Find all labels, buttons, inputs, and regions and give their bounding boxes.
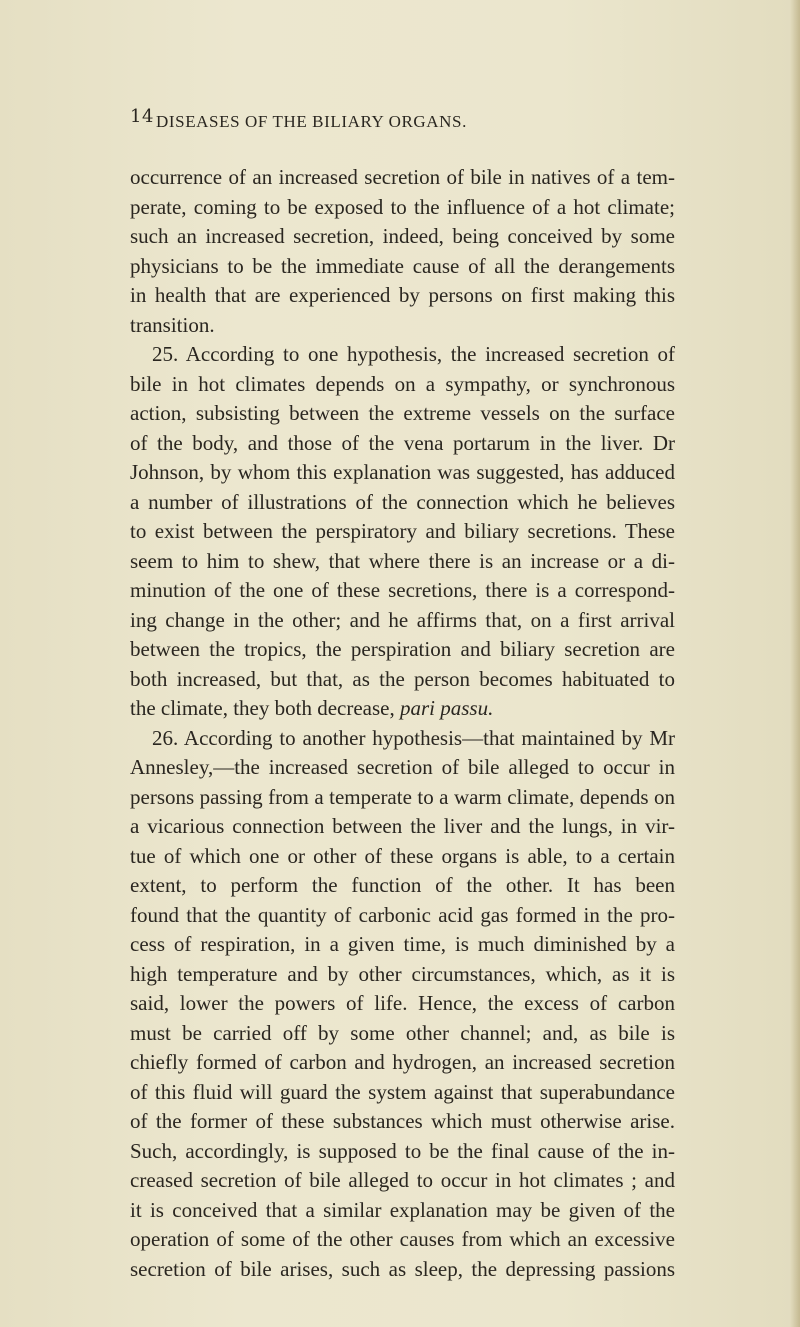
body-text [130, 163, 675, 1284]
text-line: both increased, but that, as the person becomes habituated to [130, 666, 675, 691]
text-line: it is conceived that a similar explanation may be given of the [130, 1197, 675, 1222]
text-line: of the body, and those of the vena portarum in the liver. Dr [130, 430, 675, 455]
text-line: physicians to be the immediate cause of all the derangements [130, 253, 675, 278]
text-line: of this fluid will guard the system against that superabundance [130, 1079, 675, 1104]
text-line: persons passing from a temperate to a warm climate, depends on [130, 784, 675, 809]
page-edge-shadow [790, 0, 800, 1327]
text-fragment: the climate, they both decrease, [130, 696, 400, 720]
text-line [130, 694, 675, 724]
text-line: perate, coming to be exposed to the influence of a hot climate; [130, 194, 675, 219]
latin-phrase: pari passu. [399, 696, 494, 720]
running-head-title: DISEASES OF THE BILIARY ORGANS. [156, 112, 467, 131]
text-line: such an increased secretion, indeed, being conceived by some [130, 224, 675, 248]
text-line: of the former of these substances which must otherwise arise. [130, 1109, 675, 1133]
text-line: cess of respiration, in a given time, is much diminished by a [130, 932, 675, 956]
paragraph-start-line: 26. According to another hypothesis—that maintained by Mr [152, 725, 675, 750]
text-line: found that the quantity of carbonic acid gas formed in the pro- [130, 902, 675, 927]
text-line: extent, to perform the function of the other. It has been [130, 873, 675, 897]
text-line: a vicarious connection between the liver and the lungs, in vir- [130, 814, 675, 838]
text-line: creased secretion of bile alleged to occur in hot climates ; and [130, 1168, 675, 1192]
text-line: minution of the one of these secretions, there is a correspond- [130, 578, 675, 602]
text-line: bile in hot climates depends on a sympathy, or synchronous [130, 371, 675, 396]
text-line: tue of which one or other of these organs is able, to a certain [130, 843, 675, 868]
text-line: must be carried off by some other channel; and, as bile is [130, 1020, 675, 1045]
text-line: ing change in the other; and he affirms that, on a first arrival [130, 607, 675, 632]
page-number: 14 [130, 106, 154, 127]
text-line: operation of some of the other causes from which an excessive [130, 1227, 675, 1251]
text-line: in health that are experienced by persons on first making this [130, 283, 675, 307]
text-line: Such, accordingly, is supposed to be the final cause of the in- [130, 1138, 675, 1163]
text-line: occurrence of an increased secretion of bile in natives of a tem- [130, 165, 675, 189]
text-line: chiefly formed of carbon and hydrogen, an increased secretion [130, 1050, 675, 1074]
text-line: high temperature and by other circumstances, which, as it is [130, 961, 675, 986]
text-line: action, subsisting between the extreme vessels on the surface [130, 401, 675, 425]
text-line: seem to him to shew, that where there is an increase or a di- [130, 548, 675, 573]
running-head [130, 106, 690, 140]
text-line: said, lower the powers of life. Hence, the excess of carbon [130, 991, 675, 1015]
text-line: Johnson, by whom this explanation was suggested, has adduced [130, 460, 675, 484]
text-line: between the tropics, the perspiration and biliary secretion are [130, 637, 675, 661]
text-line: Annesley,—the increased secretion of bile alleged to occur in [130, 755, 675, 779]
text-line: a number of illustrations of the connection which he believes [130, 489, 675, 514]
text-line: to exist between the perspiratory and biliary secretions. These [130, 519, 675, 543]
text-line: transition. [130, 312, 215, 337]
paragraph-start-line: 25. According to one hypothesis, the increased secretion of [152, 342, 675, 366]
text-line: secretion of bile arises, such as sleep, the depressing passions [130, 1256, 675, 1281]
